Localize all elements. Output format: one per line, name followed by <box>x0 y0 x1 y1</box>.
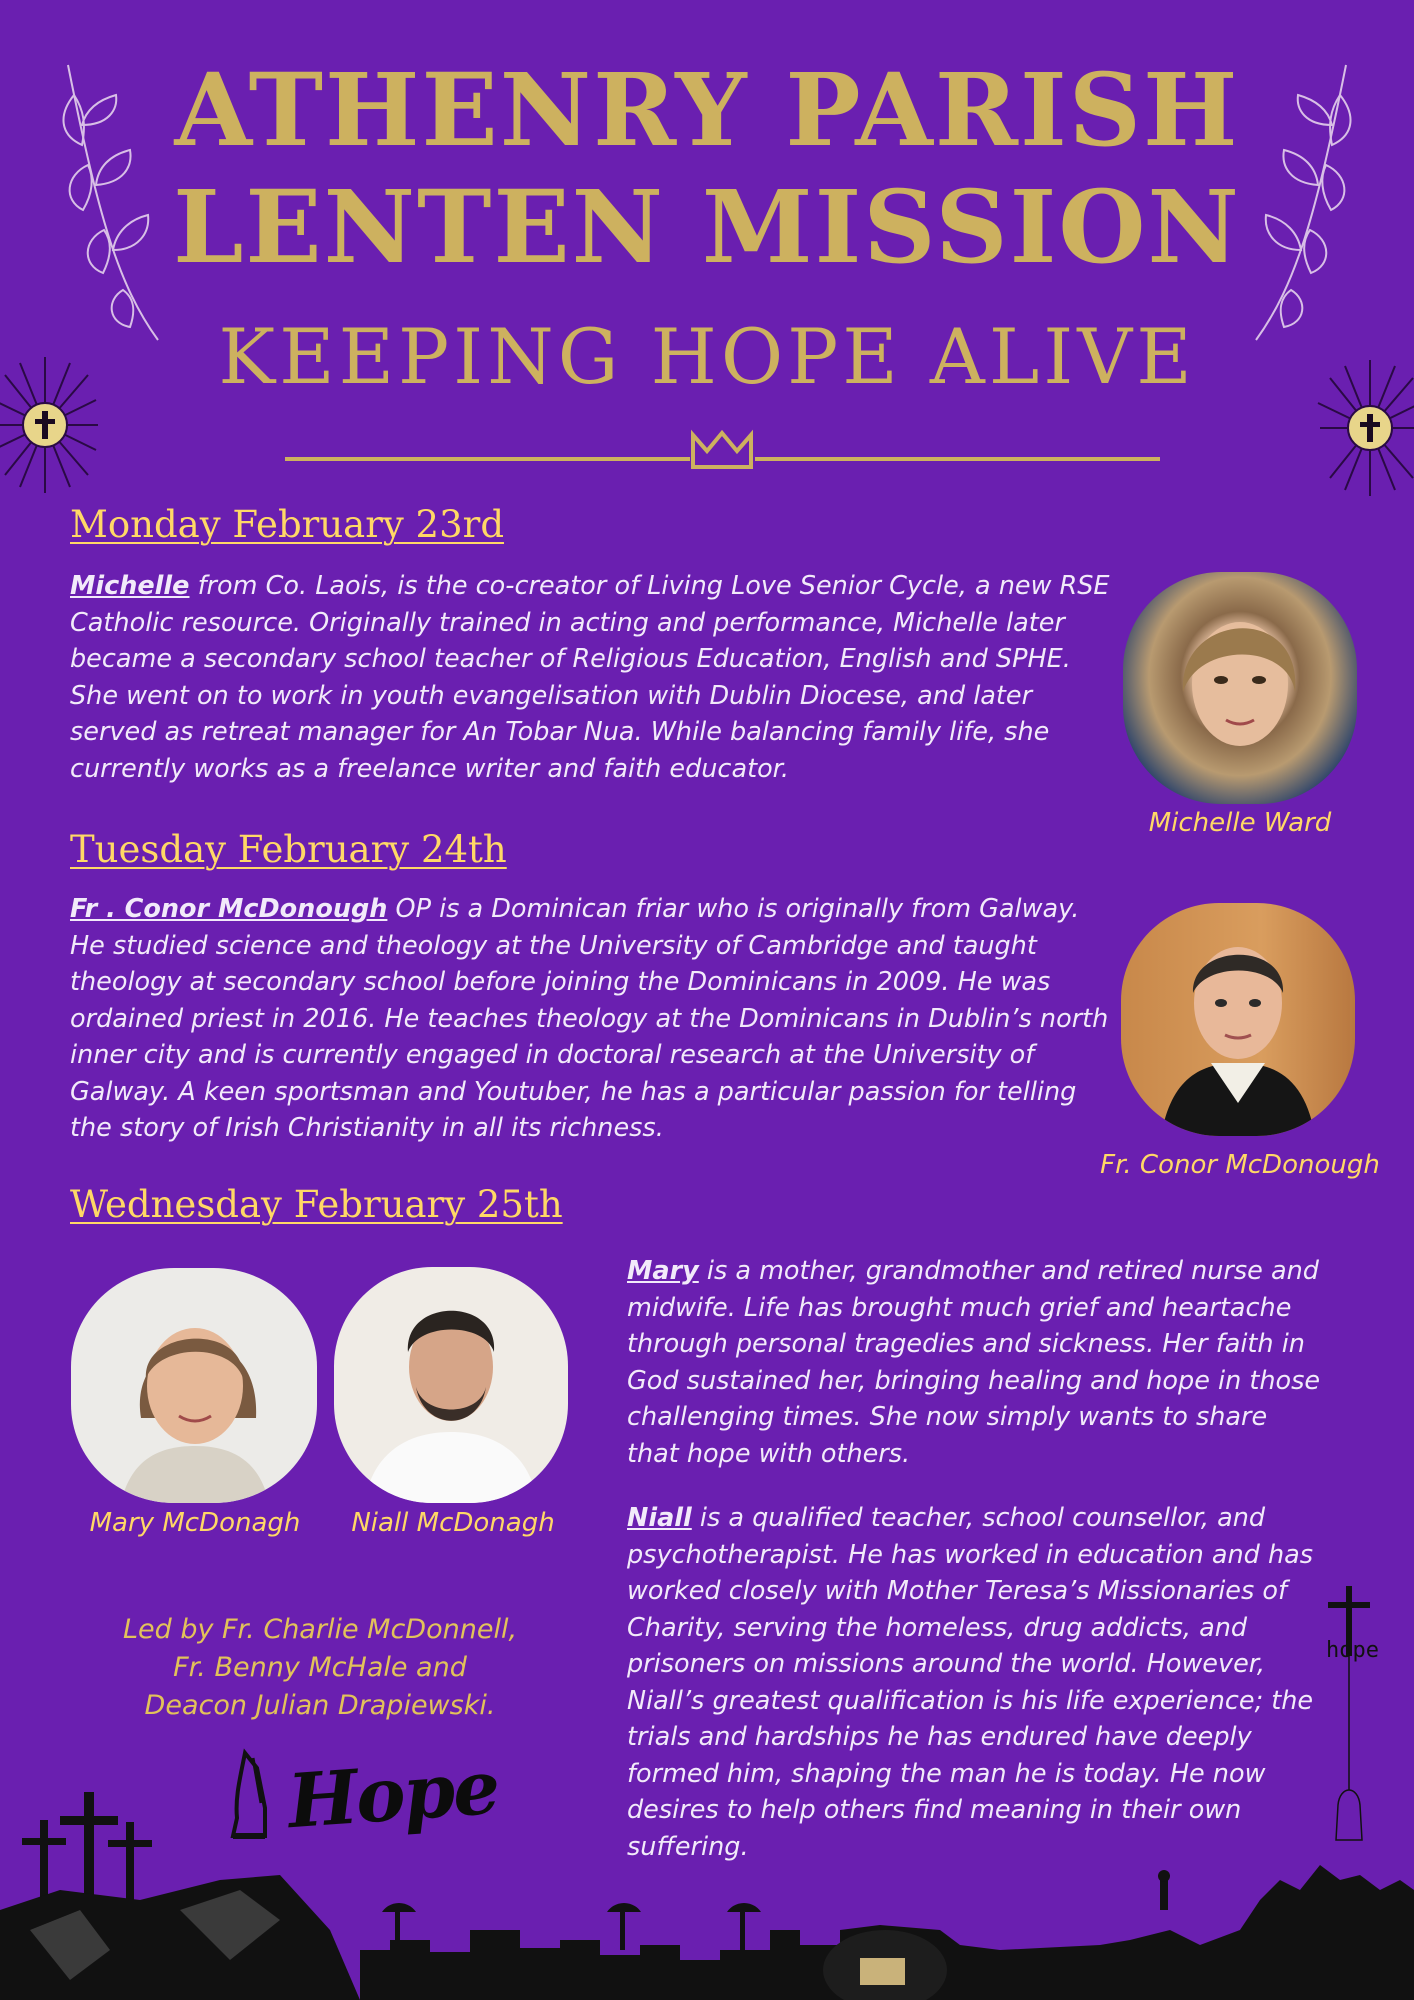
subtitle: KEEPING HOPE ALIVE <box>218 312 1196 401</box>
title-line-1: ATHENRY PARISH <box>174 51 1240 169</box>
photo-michelle-ward <box>1123 572 1357 804</box>
led-by-line-2: Fr. Benny McHale and <box>173 1652 467 1683</box>
title-line-2: LENTEN MISSION <box>173 168 1241 286</box>
portrait-icon <box>1121 903 1355 1136</box>
bio-name: Niall <box>627 1503 692 1533</box>
bio-conor <box>70 891 1110 1147</box>
bio-name: Mary <box>627 1256 699 1286</box>
caption-conor-mcdonough: Fr. Conor McDonough <box>1100 1150 1380 1180</box>
photo-mary-mcdonagh <box>71 1268 317 1503</box>
caption-niall-mcdonagh: Niall McDonagh <box>351 1508 555 1538</box>
led-by-line-1: Led by Fr. Charlie McDonnell, <box>122 1614 518 1645</box>
portrait-icon <box>71 1268 317 1503</box>
caption-michelle-ward: Michelle Ward <box>1148 808 1332 838</box>
bio-text: OP is a Dominican friar who is originally from Galway. He studied science and theology at the University of Cambridge and taught theology at secondary school before joining the Dominicans in 2009. He was ordained priest in 2016. He teaches theology at the Dominicans in Dublin’s north inner city and is currently engaged in doctoral research at the University of Galway. A keen sportsman and Youtuber, he has a particular passion for telling the story of Irish Christianity in all its richness. <box>70 894 1109 1143</box>
portrait-icon <box>1123 572 1357 804</box>
photo-conor-mcdonough <box>1121 903 1355 1136</box>
day-heading-wednesday: Wednesday February 25th <box>70 1183 563 1226</box>
hope-script: Hope <box>285 1744 501 1846</box>
bio-text: from Co. Laois, is the co-creator of Living Love Senior Cycle, a new RSE Catholic resource. Originally trained in acting and performance, Michelle later became a secondary school teacher of Religious Education, English and SPHE. She went on to work in youth evangelisation with Dublin Diocese, and later served as retreat manager for An Tobar Nua. While balancing family life, she currently works as a freelance writer and faith educator. <box>70 571 1110 784</box>
day-heading-tuesday: Tuesday February 24th <box>70 828 507 871</box>
portrait-icon <box>334 1267 568 1503</box>
bio-text: is a mother, grandmother and retired nurse and midwife. Life has brought much grief and heartache through personal tragedies and sickness. Her faith in God sustained her, bringing healing and hope in those challenging times. She now simply wants to share that hope with others. <box>627 1256 1321 1469</box>
hope-small-label: hope <box>1326 1638 1379 1663</box>
calvary-skyline-silhouette <box>0 1780 1414 2000</box>
bio-name: Fr . Conor McDonough <box>70 894 388 924</box>
crown-divider <box>285 425 1160 470</box>
led-by <box>70 1611 570 1725</box>
bio-name: Michelle <box>70 571 190 601</box>
caption-mary-mcdonagh: Mary McDonagh <box>89 1508 301 1538</box>
day-heading-monday: Monday February 23rd <box>70 503 505 546</box>
led-by-line-3: Deacon Julian Drapiewski. <box>144 1690 496 1721</box>
bio-text: is a qualified teacher, school counsellor, and psychotherapist. He has worked in education and has worked closely with Mother Teresa’s Missionaries of Charity, serving the homeless, drug addicts, and prisoners on missions around the world. However, Niall’s greatest qualification is his life experience; the trials and hardships he has endured have deeply formed him, shaping the man he is today. He now desires to help others find meaning in their own suffering. <box>627 1503 1314 1862</box>
photo-niall-mcdonagh <box>334 1267 568 1503</box>
bio-michelle <box>70 568 1110 787</box>
bio-mary <box>627 1253 1327 1472</box>
